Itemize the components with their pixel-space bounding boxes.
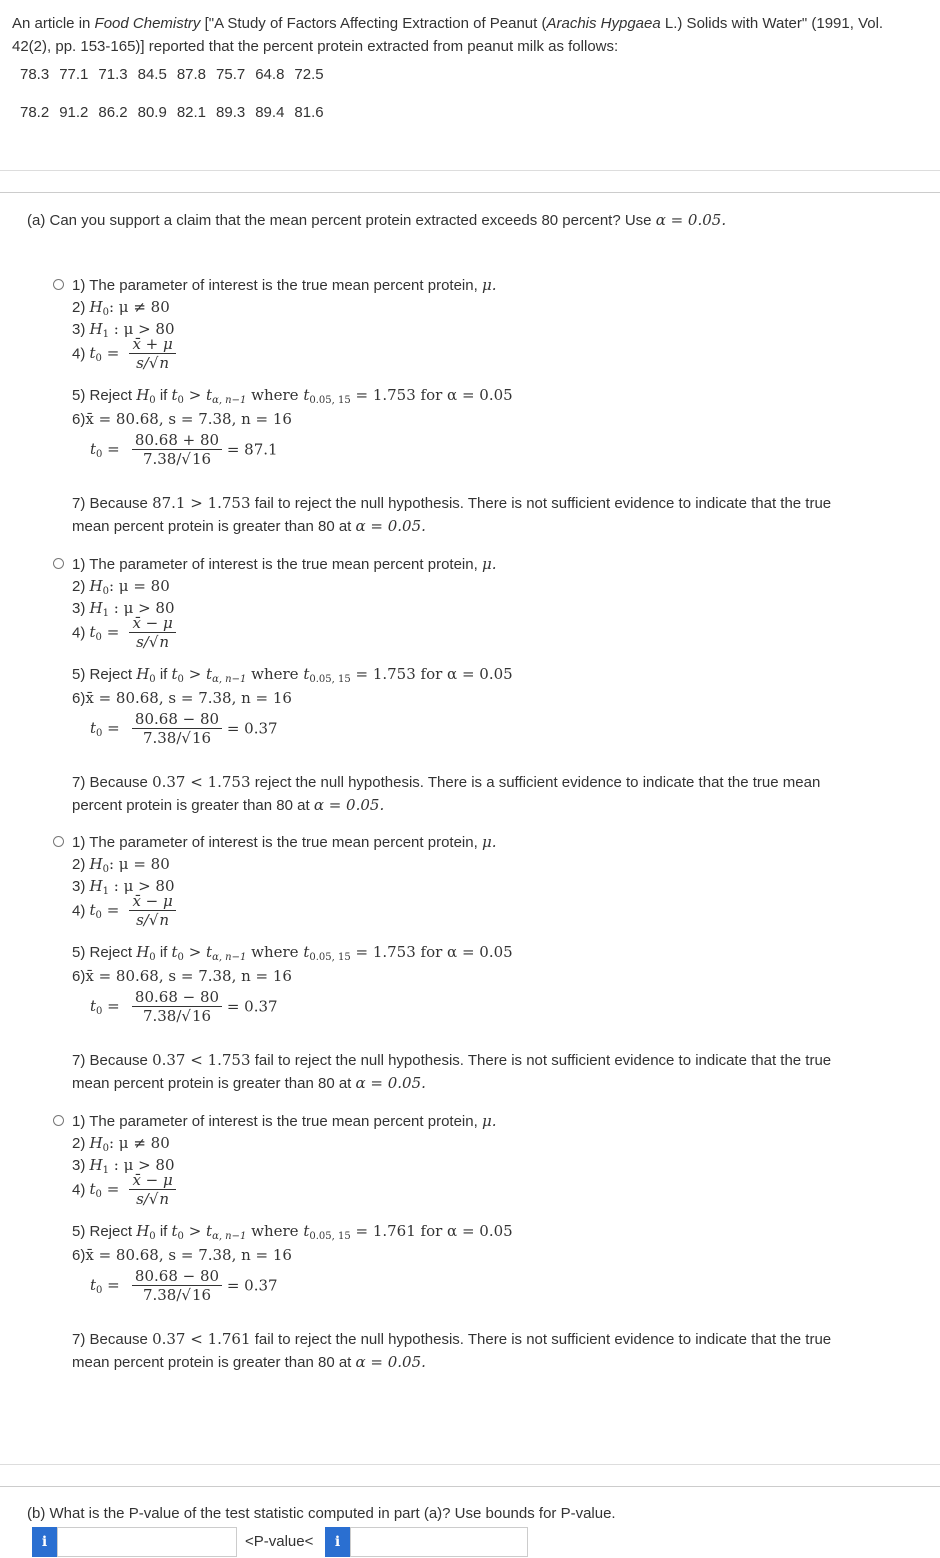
test-statistic-result: = 0.37 [222, 1276, 278, 1295]
option-calculation [90, 711, 278, 748]
part-a-question [27, 211, 726, 229]
data-value: 82.1 [176, 104, 207, 121]
operator: > [183, 943, 207, 961]
option-step-1 [72, 555, 496, 573]
alternative-hypothesis: : μ > 80 [108, 877, 175, 895]
sample-statistics: x̄ = 80.68, s = 7.38, n = 16 [85, 1246, 292, 1264]
subscript: 0 [102, 586, 109, 597]
journal-name: Food Chemistry [94, 15, 201, 32]
subscript: 0.05, 15 [309, 395, 351, 406]
info-button[interactable]: i [32, 1527, 57, 1557]
option-step-4 [72, 615, 176, 652]
test-statistic-result: = 0.37 [222, 997, 278, 1016]
conclusion-text: fail to reject the null hypothesis. There is not sufficient evidence to indicate that the true mean percent protein is greater than 80 at [72, 495, 832, 535]
step-text: 5) Reject [72, 1223, 133, 1240]
option-step-4 [72, 1172, 176, 1209]
equals: = [101, 1180, 120, 1199]
data-value: 89.3 [216, 104, 246, 121]
option-step-6 [72, 689, 292, 707]
question-text: (a) Can you support a claim that the mean percent protein extracted exceeds 80 percent? Use [27, 212, 652, 229]
sqrt-n: n [159, 1190, 170, 1208]
step-label: 3) [72, 878, 86, 895]
step-label: 4) [72, 345, 86, 363]
option-step-2 [72, 1134, 170, 1154]
h-symbol: H [136, 1222, 150, 1240]
where-text: where [246, 943, 304, 961]
formula-numerator: x̄ − μ [132, 892, 173, 910]
sqrt-n: n [159, 633, 170, 651]
subscript: 1 [102, 886, 109, 897]
step-text: 5) Reject [72, 387, 133, 404]
mu-symbol: μ. [481, 1112, 497, 1130]
conclusion-text: fail to reject the null hypothesis. There is not sufficient evidence to indicate that the true mean percent protein is greater than 80 at [72, 1052, 832, 1092]
equals: = [102, 997, 120, 1016]
t-symbol: t [89, 901, 96, 920]
option-radio[interactable] [53, 558, 64, 569]
calc-numerator: 80.68 + 80 [134, 431, 220, 449]
divider [0, 170, 940, 171]
step-text: 5) Reject [72, 666, 133, 683]
step-text: 1) The parameter of interest is the true mean percent protein, [72, 834, 478, 851]
step-text: 5) Reject [72, 944, 133, 961]
critical-value: = 1.753 for α = 0.05 [350, 943, 513, 961]
subscript: 0 [102, 864, 109, 875]
calc-denominator: 7.38/ [142, 450, 182, 468]
alternative-hypothesis: : μ > 80 [108, 1156, 175, 1174]
test-statistic-result: = 0.37 [222, 719, 278, 738]
t-symbol: t [90, 1276, 97, 1295]
subscript: 0.05, 15 [309, 674, 351, 685]
data-value: 84.5 [137, 66, 167, 83]
option-step-5 [72, 943, 513, 963]
alpha-value: α = 0.05. [355, 1074, 426, 1092]
subscript: 0 [177, 952, 184, 963]
data-value: 72.5 [294, 66, 324, 83]
operator: > [183, 665, 207, 683]
null-hypothesis: : μ = 80 [108, 577, 170, 595]
h-symbol: H [89, 298, 103, 316]
calc-denominator: 7.38/ [142, 729, 182, 747]
data-row-2 [20, 104, 334, 121]
step-text: 1) The parameter of interest is the true mean percent protein, [72, 277, 478, 294]
operator: > [183, 386, 207, 404]
step-text: if [159, 944, 168, 961]
data-value: 78.2 [20, 104, 50, 121]
step-text: if [159, 387, 168, 404]
t-symbol: t [89, 344, 96, 363]
h-symbol: H [136, 943, 150, 961]
equals: = [101, 623, 120, 642]
critical-value: = 1.761 for α = 0.05 [350, 1222, 513, 1240]
step-text: 7) Because [72, 1331, 148, 1348]
data-value: 87.8 [176, 66, 207, 83]
intro-text: ["A Study of Factors Affecting Extraction of Peanut ( [200, 15, 547, 32]
option-step-5 [72, 1222, 513, 1242]
option-radio[interactable] [53, 836, 64, 847]
t-symbol: t [206, 1222, 213, 1240]
h-symbol: H [89, 577, 103, 595]
step-text: if [159, 666, 168, 683]
where-text: where [246, 665, 304, 683]
subscript: 0 [96, 1285, 103, 1297]
subscript: 0 [102, 307, 109, 318]
subscript: 0 [177, 674, 184, 685]
data-value: 86.2 [98, 104, 128, 121]
conclusion-text: reject the null hypothesis. There is a sufficient evidence to indicate that the true mean percent protein is greater than 80 at [72, 774, 821, 814]
subscript: 0.05, 15 [309, 952, 351, 963]
mu-symbol: μ. [481, 555, 497, 573]
null-hypothesis: : μ = 80 [108, 855, 170, 873]
alternative-hypothesis: : μ > 80 [108, 320, 175, 338]
step-label: 4) [72, 624, 86, 642]
data-value: 80.9 [137, 104, 167, 121]
t-symbol: t [303, 1222, 310, 1240]
intro-text: L.) Solids with Water" (1991, Vol. 42(2), pp. 153-165)] reported that the percent protein extracted from peanut milk as follows: [12, 15, 884, 55]
sample-statistics: x̄ = 80.68, s = 7.38, n = 16 [85, 689, 292, 707]
equals: = [101, 901, 120, 920]
null-hypothesis: : μ ≠ 80 [108, 298, 170, 316]
option-step-4 [72, 893, 176, 930]
subscript: 1 [102, 608, 109, 619]
step-label: 6) [72, 968, 86, 985]
step-label: 4) [72, 902, 86, 920]
option-step-2 [72, 298, 170, 318]
divider [0, 192, 940, 193]
formula-denominator: s/ [136, 911, 149, 929]
sqrt-value: 16 [191, 450, 212, 468]
problem-intro [12, 12, 922, 58]
p-value-lower-bound-input[interactable] [57, 1527, 237, 1557]
step-label: 6) [72, 411, 86, 428]
species-name: Arachis Hypgaea [546, 15, 661, 32]
operator: > [183, 1222, 207, 1240]
step-label: 2) [72, 856, 86, 873]
t-symbol: t [90, 719, 97, 738]
t-symbol: t [303, 386, 310, 404]
option-step-2 [72, 855, 170, 875]
subscript: 0 [149, 952, 156, 963]
comparison: 0.37 < 1.753 [152, 773, 251, 791]
calculation-fraction: $\frac{80.68 - 80}{7.38/√16}$ [132, 1268, 222, 1305]
equals: = [102, 440, 120, 459]
subscript: 0 [95, 632, 102, 644]
test-statistic-formula: $\frac{x̄ - \mu}{s/√n}$ [129, 615, 175, 652]
test-statistic-formula: $\frac{x̄ - \mu}{s/√n}$ [129, 893, 175, 930]
data-value: 64.8 [255, 66, 285, 83]
option-step-1 [72, 1112, 496, 1130]
t-symbol: t [303, 943, 310, 961]
test-statistic-formula: $\frac{x̄ + \mu}{s/√n}$ [129, 336, 175, 373]
t-symbol: t [89, 1180, 96, 1199]
subscript: 0 [149, 395, 156, 406]
step-label: 4) [72, 1181, 86, 1199]
sqrt-value: 16 [191, 1286, 212, 1304]
alpha-value: α = 0.05. [313, 796, 385, 814]
subscript: 0 [96, 728, 103, 740]
equals: = [101, 344, 120, 363]
sqrt-n: n [159, 911, 170, 929]
h-symbol: H [89, 877, 103, 895]
step-text: if [159, 1223, 168, 1240]
option-conclusion [72, 1049, 872, 1095]
t-symbol: t [206, 943, 213, 961]
comparison: 87.1 > 1.753 [152, 494, 251, 512]
h-symbol: H [89, 855, 103, 873]
calc-denominator: 7.38/ [142, 1007, 182, 1025]
subscript: α, n−1 [212, 952, 247, 963]
option-radio[interactable] [53, 279, 64, 290]
option-step-4 [72, 336, 176, 373]
formula-numerator: x̄ − μ [132, 1171, 173, 1189]
subscript: α, n−1 [212, 674, 247, 685]
alpha-value: α = 0.05. [355, 1353, 426, 1371]
subscript: 0 [149, 674, 156, 685]
step-text: 7) Because [72, 774, 148, 791]
option-step-1 [72, 833, 496, 851]
option-step-1 [72, 276, 496, 294]
t-symbol: t [171, 665, 178, 683]
formula-denominator: s/ [136, 1190, 149, 1208]
data-value: 77.1 [59, 66, 89, 83]
t-symbol: t [171, 386, 178, 404]
calc-denominator: 7.38/ [142, 1286, 182, 1304]
t-symbol: t [171, 1222, 178, 1240]
data-value: 71.3 [98, 66, 128, 83]
sqrt-value: 16 [191, 729, 212, 747]
data-value: 81.6 [294, 104, 324, 121]
option-step-6 [72, 967, 292, 985]
step-label: 3) [72, 1157, 86, 1174]
sample-statistics: x̄ = 80.68, s = 7.38, n = 16 [85, 967, 292, 985]
calc-numerator: 80.68 − 80 [134, 988, 220, 1006]
step-text: 7) Because [72, 1052, 148, 1069]
step-label: 6) [72, 690, 86, 707]
alpha-value: α = 0.05. [655, 211, 727, 229]
info-button[interactable]: i [325, 1527, 350, 1557]
formula-denominator: s/ [136, 354, 149, 372]
equals: = [102, 719, 120, 738]
subscript: 1 [102, 1165, 109, 1176]
step-label: 2) [72, 1135, 86, 1152]
formula-denominator: s/ [136, 633, 149, 651]
option-conclusion [72, 771, 872, 817]
h-symbol: H [136, 386, 150, 404]
sqrt-value: 16 [191, 1007, 212, 1025]
divider [0, 1464, 940, 1465]
null-hypothesis: : μ ≠ 80 [108, 1134, 170, 1152]
subscript: 0 [95, 910, 102, 922]
formula-numerator: x̄ + μ [132, 335, 173, 353]
data-row-1 [20, 66, 334, 83]
comparison: 0.37 < 1.761 [152, 1330, 251, 1348]
step-label: 3) [72, 600, 86, 617]
step-label: 3) [72, 321, 86, 338]
h-symbol: H [89, 1156, 103, 1174]
subscript: 0 [95, 1189, 102, 1201]
t-symbol: t [89, 623, 96, 642]
alpha-value: α = 0.05. [355, 517, 426, 535]
subscript: 0 [102, 1143, 109, 1154]
comparison: 0.37 < 1.753 [152, 1051, 251, 1069]
test-statistic-result: = 87.1 [222, 440, 278, 459]
test-statistic-formula: $\frac{x̄ - \mu}{s/√n}$ [129, 1172, 175, 1209]
subscript: 0 [177, 1231, 184, 1242]
step-text: 7) Because [72, 495, 148, 512]
critical-value: = 1.753 for α = 0.05 [350, 665, 513, 683]
t-symbol: t [90, 440, 97, 459]
option-calculation [90, 989, 278, 1026]
calc-numerator: 80.68 − 80 [134, 710, 220, 728]
data-value: 91.2 [59, 104, 89, 121]
option-step-5 [72, 665, 513, 685]
data-value: 78.3 [20, 66, 50, 83]
divider [0, 1486, 940, 1487]
subscript: 0 [96, 1006, 103, 1018]
h-symbol: H [89, 599, 103, 617]
mu-symbol: μ. [481, 833, 497, 851]
option-step-6 [72, 1246, 292, 1264]
calculation-fraction: $\frac{80.68 - 80}{7.38/√16}$ [132, 711, 222, 748]
t-symbol: t [90, 997, 97, 1016]
t-symbol: t [303, 665, 310, 683]
subscript: 0 [96, 449, 103, 461]
sqrt-n: n [159, 354, 170, 372]
h-symbol: H [136, 665, 150, 683]
part-b-question: (b) What is the P-value of the test statistic computed in part (a)? Use bounds for P-value. [27, 1505, 616, 1522]
calc-numerator: 80.68 − 80 [134, 1267, 220, 1285]
h-symbol: H [89, 1134, 103, 1152]
subscript: 0 [177, 395, 184, 406]
data-value: 75.7 [216, 66, 246, 83]
subscript: α, n−1 [212, 395, 247, 406]
option-step-5 [72, 386, 513, 406]
option-calculation [90, 432, 278, 469]
subscript: 0.05, 15 [309, 1231, 351, 1242]
where-text: where [246, 1222, 304, 1240]
alternative-hypothesis: : μ > 80 [108, 599, 175, 617]
intro-text: An article in [12, 15, 95, 32]
where-text: where [246, 386, 304, 404]
option-step-2 [72, 577, 170, 597]
option-conclusion [72, 1328, 872, 1374]
option-calculation [90, 1268, 278, 1305]
t-symbol: t [171, 943, 178, 961]
conclusion-text: fail to reject the null hypothesis. There is not sufficient evidence to indicate that the true mean percent protein is greater than 80 at [72, 1331, 832, 1371]
equals: = [102, 1276, 120, 1295]
step-label: 2) [72, 578, 86, 595]
option-step-6 [72, 410, 292, 428]
subscript: 1 [102, 329, 109, 340]
step-text: 1) The parameter of interest is the true mean percent protein, [72, 556, 478, 573]
subscript: α, n−1 [212, 1231, 247, 1242]
h-symbol: H [89, 320, 103, 338]
p-value-label: <P-value< [245, 1533, 314, 1550]
step-label: 2) [72, 299, 86, 316]
critical-value: = 1.753 for α = 0.05 [350, 386, 513, 404]
calculation-fraction: $\frac{80.68 - 80}{7.38/√16}$ [132, 989, 222, 1026]
t-symbol: t [206, 386, 213, 404]
subscript: 0 [95, 353, 102, 365]
step-label: 6) [72, 1247, 86, 1264]
sample-statistics: x̄ = 80.68, s = 7.38, n = 16 [85, 410, 292, 428]
t-symbol: t [206, 665, 213, 683]
data-value: 89.4 [255, 104, 285, 121]
calculation-fraction: $\frac{80.68 + 80}{7.38/√16}$ [132, 432, 222, 469]
p-value-upper-bound-input[interactable] [350, 1527, 528, 1557]
step-text: 1) The parameter of interest is the true mean percent protein, [72, 1113, 478, 1130]
option-conclusion [72, 492, 872, 538]
formula-numerator: x̄ − μ [132, 614, 173, 632]
option-radio[interactable] [53, 1115, 64, 1126]
mu-symbol: μ. [481, 276, 497, 294]
subscript: 0 [149, 1231, 156, 1242]
